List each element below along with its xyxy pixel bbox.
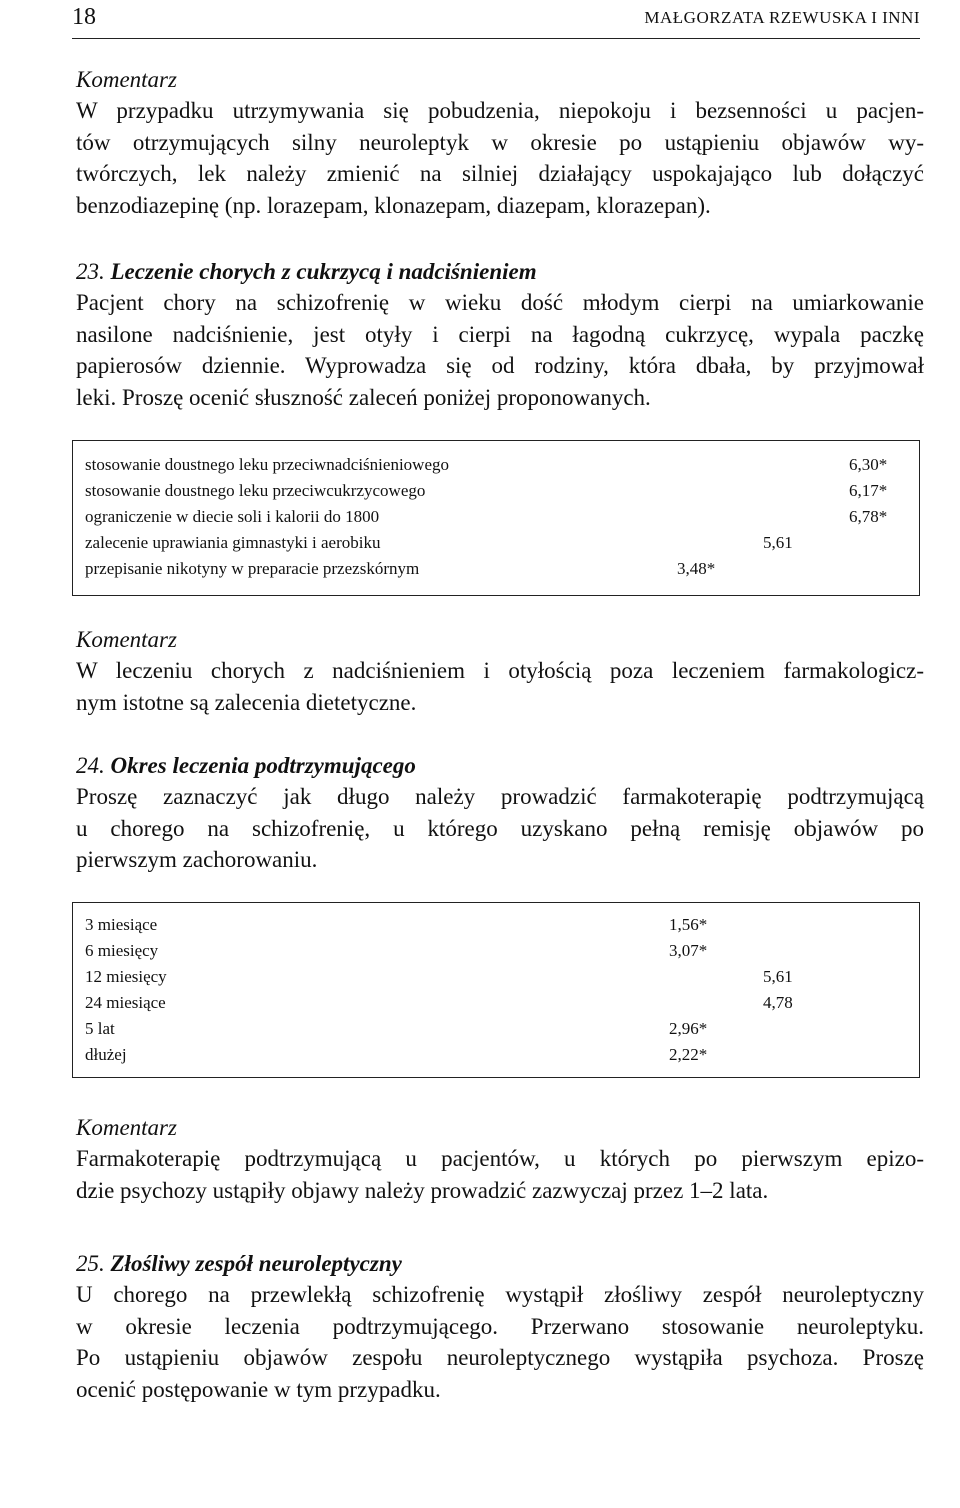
comment-1 [76, 64, 924, 221]
text-line: U chorego na przewlekłą schizofrenię wystąpił złośliwy zespół neuroleptyczny [76, 1282, 924, 1307]
table-row [73, 507, 919, 533]
question-text [76, 1279, 924, 1405]
text-line: tów otrzymujących silny neuroleptyk w okresie po ustąpieniu objawów wy- [76, 129, 924, 155]
text-line: W przypadku utrzymywania się pobudzenia, niepokoju i bezsenności u pacjen- [76, 98, 924, 123]
row-label: zalecenie uprawiania gimnastyki i aerobiku [85, 533, 381, 552]
comment-text [76, 95, 924, 221]
question-heading: Okres leczenia podtrzymującego [110, 753, 416, 778]
comment-heading: Komentarz [76, 627, 177, 652]
row-value-3: 6,17* [849, 481, 888, 500]
question-25 [76, 1248, 924, 1405]
table-row [73, 481, 919, 507]
results-table-23 [72, 440, 920, 596]
table-row [73, 993, 919, 1019]
row-label: dłużej [85, 1045, 127, 1064]
table-row [73, 967, 919, 993]
question-title [76, 750, 924, 781]
row-label: 24 miesiące [85, 993, 166, 1012]
text-line: W leczeniu chorych z nadciśnieniem i otyłością poza leczeniem farmakologicz- [76, 658, 924, 683]
row-value-2: 4,78 [763, 993, 793, 1012]
question-23 [76, 256, 924, 413]
text-line: Proszę zaznaczyć jak długo należy prowadzić farmakoterapię podtrzymującą [76, 784, 924, 809]
text-line: u chorego na schizofrenię, u którego uzyskano pełną remisję objawów po [76, 815, 924, 841]
comment-3 [76, 1112, 924, 1206]
question-heading: Leczenie chorych z cukrzycą i nadciśnieniem [110, 259, 537, 284]
text-line: dzie psychozy ustąpiły objawy należy prowadzić zazwyczaj przez 1–2 lata. [76, 1177, 769, 1203]
running-head: MAŁGORZATA RZEWUSKA I INNI [644, 8, 920, 27]
question-text [76, 781, 924, 876]
question-title [76, 1248, 924, 1279]
text-line: pierwszym zachorowaniu. [76, 847, 318, 872]
row-value-3: 6,78* [849, 507, 888, 526]
text-line: Pacjent chory na schizofrenię w wieku dość młodym cierpi na umiarkowanie [76, 290, 924, 315]
page-header [72, 4, 920, 39]
row-label: stosowanie doustnego leku przeciwnadciśnieniowego [85, 455, 449, 474]
results-table-24 [72, 902, 920, 1078]
question-number: 25. [76, 1251, 105, 1276]
row-label: stosowanie doustnego leku przeciwcukrzycowego [85, 481, 426, 500]
text-line: nym istotne są zalecenia dietetyczne. [76, 689, 417, 715]
text-line: leki. Proszę ocenić słuszność zaleceń poniżej proponowanych. [76, 384, 651, 410]
text-line: benzodiazepinę (np. lorazepam, klonazepam, diazepam, klorazepan). [76, 192, 711, 218]
comment-heading: Komentarz [76, 67, 177, 92]
row-value-2: 5,61 [763, 967, 793, 986]
row-value-1: 3,07* [669, 941, 708, 960]
table-row [73, 1019, 919, 1045]
question-number: 23. [76, 259, 105, 284]
row-label: przepisanie nikotyny w preparacie przezskórnym [85, 559, 420, 578]
text-line: twórczych, lek należy zmienić na silniej działający uspokajająco lub dołączyć [76, 161, 924, 186]
question-number: 24. [76, 753, 105, 778]
row-value-3: 6,30* [849, 455, 888, 474]
question-24 [76, 750, 924, 876]
table-row [73, 1045, 919, 1071]
row-value-1: 3,48* [677, 559, 716, 578]
table-row [73, 941, 919, 967]
page-number: 18 [72, 4, 96, 30]
row-label: 12 miesięcy [85, 967, 167, 986]
table-row [73, 533, 919, 559]
question-text [76, 287, 924, 413]
table-row [73, 455, 919, 481]
text-line: ocenić postępowanie w tym przypadku. [76, 1376, 441, 1402]
question-heading: Złośliwy zespół neuroleptyczny [110, 1251, 402, 1276]
comment-heading: Komentarz [76, 1115, 177, 1140]
row-label: ograniczenie w diecie soli i kalorii do 1800 [85, 507, 380, 526]
question-title [76, 256, 924, 287]
table-row [73, 915, 919, 941]
comment-text [76, 1143, 924, 1206]
text-line: nasilone nadciśnienie, jest otyły i cierpi na łagodną cukrzycę, wypala paczkę [76, 321, 924, 347]
table-row [73, 559, 919, 585]
row-label: 5 lat [85, 1019, 115, 1038]
row-value-1: 2,96* [669, 1019, 708, 1038]
text-line: Farmakoterapię podtrzymującą u pacjentów, u których po pierwszym epizo- [76, 1146, 924, 1171]
row-value-1: 2,22* [669, 1045, 708, 1064]
text-line: Po ustąpieniu objawów zespołu neuroleptycznego wystąpiła psychoza. Proszę [76, 1345, 924, 1370]
comment-2 [76, 624, 924, 718]
comment-text [76, 655, 924, 718]
text-line: w okresie leczenia podtrzymującego. Przerwano stosowanie neuroleptyku. [76, 1313, 924, 1339]
row-value-2: 5,61 [763, 533, 793, 552]
row-label: 6 miesięcy [85, 941, 159, 960]
row-label: 3 miesiące [85, 915, 158, 934]
text-line: papierosów dziennie. Wyprowadza się od rodziny, która dbała, by przyjmował [76, 353, 924, 378]
row-value-1: 1,56* [669, 915, 708, 934]
